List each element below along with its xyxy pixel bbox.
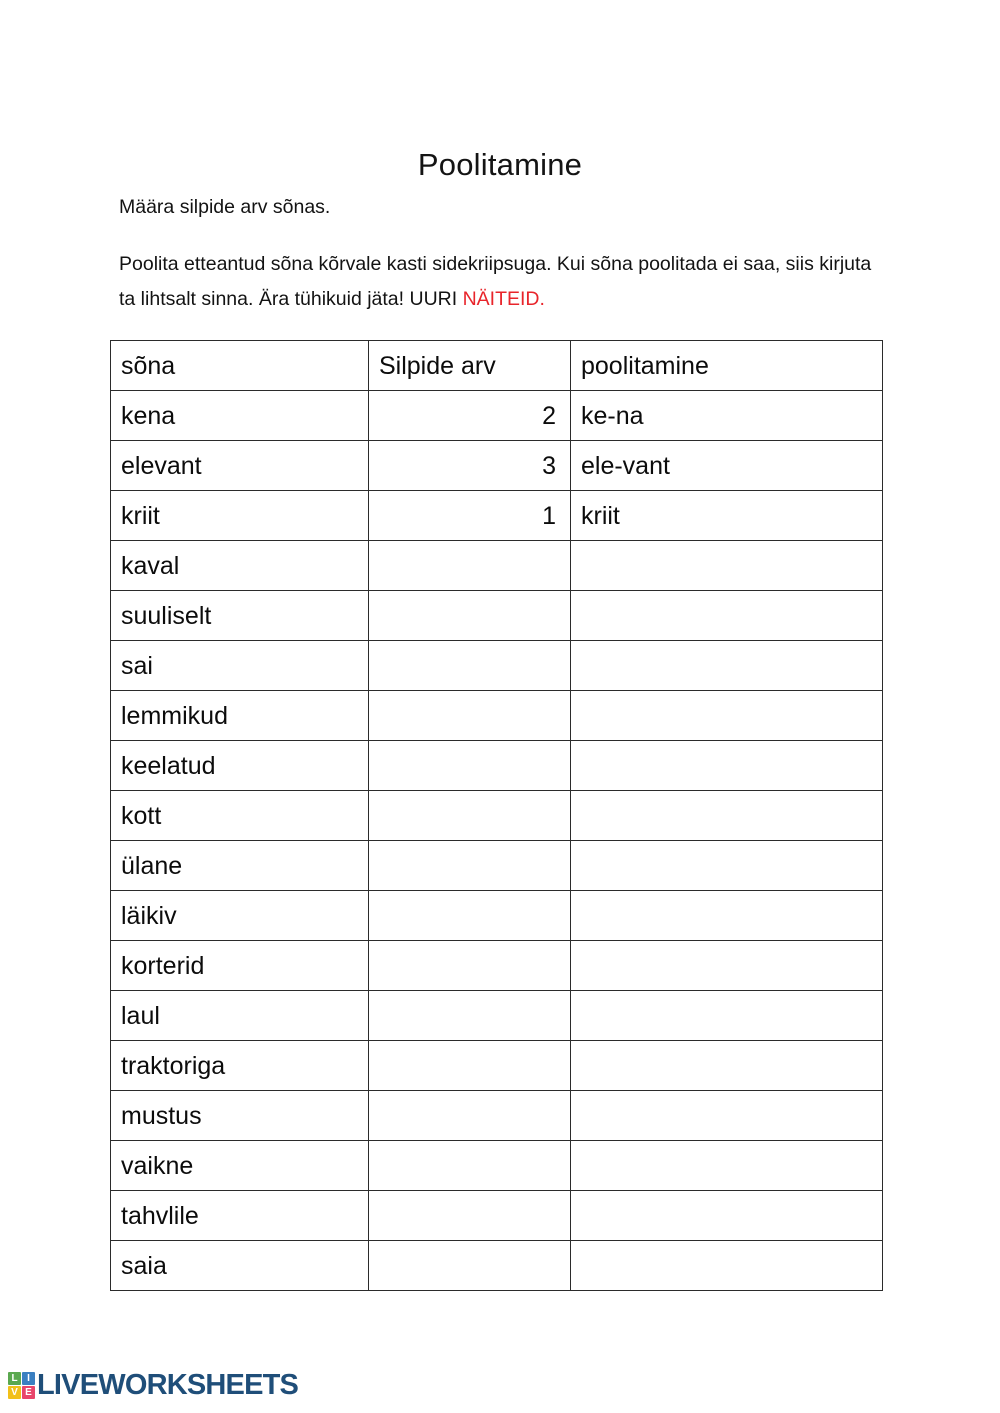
cell-word: keelatud	[111, 741, 369, 791]
cell-syllable-count[interactable]	[369, 991, 571, 1041]
cell-hyphenation[interactable]	[571, 991, 883, 1041]
cell-hyphenation[interactable]	[571, 641, 883, 691]
cell-syllable-count[interactable]	[369, 541, 571, 591]
column-header-hyphenation: poolitamine	[571, 341, 883, 391]
logo-tile-i-icon: I	[22, 1372, 35, 1385]
instruction-line-2	[119, 247, 879, 317]
cell-hyphenation[interactable]	[571, 841, 883, 891]
cell-word: laul	[111, 991, 369, 1041]
cell-word: saia	[111, 1241, 369, 1291]
cell-word: kaval	[111, 541, 369, 591]
table-row	[111, 891, 883, 941]
table-row	[111, 641, 883, 691]
cell-syllable-count[interactable]: 1	[369, 491, 571, 541]
cell-syllable-count[interactable]	[369, 1191, 571, 1241]
instruction-line-1: Määra silpide arv sõnas.	[119, 196, 331, 218]
cell-syllable-count[interactable]	[369, 691, 571, 741]
column-header-syllable-count: Silpide arv	[369, 341, 571, 391]
table-body	[111, 391, 883, 1291]
cell-word: kott	[111, 791, 369, 841]
cell-word: korterid	[111, 941, 369, 991]
cell-hyphenation[interactable]	[571, 941, 883, 991]
table-row	[111, 1141, 883, 1191]
cell-hyphenation[interactable]: kriit	[571, 491, 883, 541]
table-row	[111, 591, 883, 641]
table-row	[111, 1041, 883, 1091]
cell-hyphenation[interactable]	[571, 1191, 883, 1241]
cell-hyphenation[interactable]: ke-na	[571, 391, 883, 441]
table-header-row	[111, 341, 883, 391]
cell-syllable-count[interactable]: 2	[369, 391, 571, 441]
cell-word: suuliselt	[111, 591, 369, 641]
cell-word: sai	[111, 641, 369, 691]
cell-syllable-count[interactable]	[369, 591, 571, 641]
cell-word: traktoriga	[111, 1041, 369, 1091]
cell-syllable-count[interactable]	[369, 1091, 571, 1141]
cell-hyphenation[interactable]	[571, 691, 883, 741]
table-row	[111, 391, 883, 441]
cell-hyphenation[interactable]	[571, 791, 883, 841]
table-row	[111, 1241, 883, 1291]
cell-syllable-count[interactable]	[369, 641, 571, 691]
table-row	[111, 741, 883, 791]
cell-syllable-count[interactable]	[369, 941, 571, 991]
cell-hyphenation[interactable]	[571, 741, 883, 791]
liveworksheets-wordmark: LIVEWORKSHEETS	[37, 1369, 299, 1401]
column-header-word: sõna	[111, 341, 369, 391]
cell-word: läikiv	[111, 891, 369, 941]
table-row	[111, 941, 883, 991]
cell-hyphenation[interactable]	[571, 1041, 883, 1091]
cell-word: kena	[111, 391, 369, 441]
table-row	[111, 1091, 883, 1141]
instruction-text: Poolita etteantud sõna kõrvale kasti sidekriipsuga. Kui sõna poolitada ei saa, siis kirjuta ta lihtsalt sinna. Ära tühikuid jäta! UURI	[119, 253, 872, 310]
cell-word: lemmikud	[111, 691, 369, 741]
table-row	[111, 691, 883, 741]
cell-word: elevant	[111, 441, 369, 491]
cell-syllable-count[interactable]	[369, 791, 571, 841]
syllable-table	[110, 340, 883, 1291]
cell-hyphenation[interactable]	[571, 891, 883, 941]
table-row	[111, 541, 883, 591]
cell-syllable-count[interactable]	[369, 741, 571, 791]
table-row	[111, 1191, 883, 1241]
logo-tile-v-icon: V	[8, 1386, 21, 1399]
table-row	[111, 441, 883, 491]
page-title: Poolitamine	[417, 146, 583, 182]
cell-word: ülane	[111, 841, 369, 891]
cell-word: vaikne	[111, 1141, 369, 1191]
cell-hyphenation[interactable]	[571, 1141, 883, 1191]
instructions-block	[119, 193, 879, 317]
liveworksheets-logo-icon	[8, 1372, 35, 1399]
cell-word: tahvlile	[111, 1191, 369, 1241]
cell-word: mustus	[111, 1091, 369, 1141]
cell-hyphenation[interactable]: ele-vant	[571, 441, 883, 491]
table-row	[111, 991, 883, 1041]
logo-tile-l-icon: L	[8, 1372, 21, 1385]
liveworksheets-logo	[8, 1371, 298, 1400]
table-row	[111, 791, 883, 841]
cell-syllable-count[interactable]	[369, 1141, 571, 1191]
cell-syllable-count[interactable]	[369, 1041, 571, 1091]
cell-word: kriit	[111, 491, 369, 541]
table-row	[111, 491, 883, 541]
logo-tile-e-icon: E	[22, 1386, 35, 1399]
cell-hyphenation[interactable]	[571, 1091, 883, 1141]
cell-hyphenation[interactable]	[571, 591, 883, 641]
instruction-highlight: NÄITEID.	[462, 288, 545, 310]
cell-syllable-count[interactable]	[369, 841, 571, 891]
cell-syllable-count[interactable]	[369, 1241, 571, 1291]
cell-hyphenation[interactable]	[571, 541, 883, 591]
table-row	[111, 841, 883, 891]
cell-syllable-count[interactable]	[369, 891, 571, 941]
cell-syllable-count[interactable]: 3	[369, 441, 571, 491]
cell-hyphenation[interactable]	[571, 1241, 883, 1291]
